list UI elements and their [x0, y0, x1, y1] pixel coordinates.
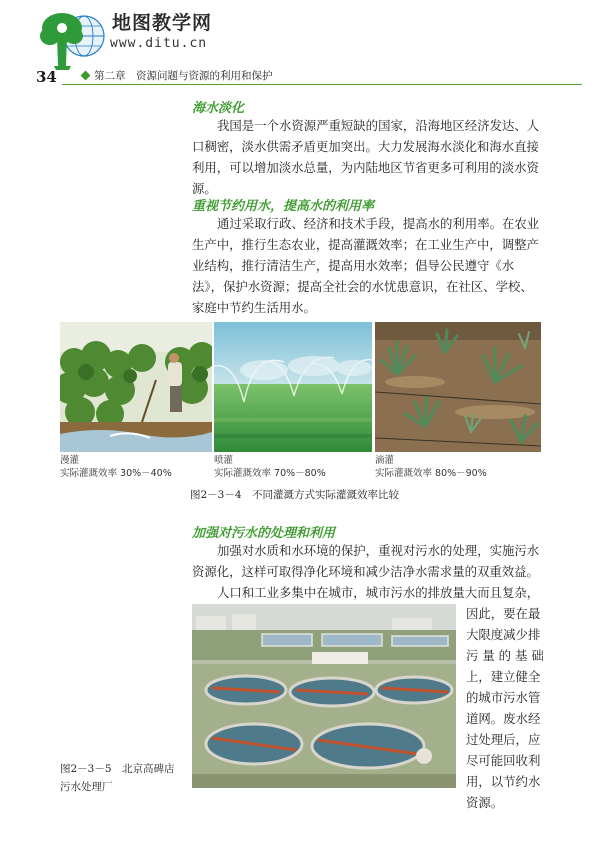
logo-title: 地图教学网	[112, 12, 213, 34]
page-number: 34	[36, 68, 57, 86]
panel-label-drip: 滴灌 实际灌溉效率 80%－90%	[375, 455, 487, 479]
section-paragraph: 我国是一个水资源严重短缺的国家，沿海地区经济发达、人口稠密，淡水供需矛盾更加突出。大力发展海水淡化和海水直接利用，可以增加淡水总量，为内陆地区节省更多可利用的淡水资源。	[192, 118, 540, 196]
section-heading-water-saving: 重视节约用水，提高水的利用率	[192, 199, 375, 214]
photo-sprinkler-irrigation	[214, 322, 372, 452]
section-heading-wastewater: 加强对污水的处理和利用	[192, 526, 336, 541]
section-paragraph: 通过采取行政、经济和技术手段，提高水的利用率。在农业生产中，推行生态农业，提高灌溉效率；在工业生产中，调整产业结构，推行清洁生产，提高用水效率；倡导公民遵守《水法》，保护水资源；提高全社会的水忧患意识，在社区、学校、家庭中节约生活用水。	[192, 216, 540, 315]
diamond-bullet-icon	[81, 71, 91, 81]
section-paragraph-first-line: 人口和工业多集中在城市，城市污水的排放量大而且复杂，	[217, 585, 540, 600]
logo-tree-globe-icon	[40, 6, 108, 70]
photo-flood-irrigation	[60, 322, 212, 452]
photo-wastewater-plant	[192, 604, 456, 788]
photo-drip-irrigation	[375, 322, 541, 452]
header-rule	[62, 84, 582, 85]
figure-caption-235: 图2－3－5 北京高碑店 污水处理厂	[60, 763, 175, 793]
panel-label-sprinkler: 喷灌 实际灌溉效率 70%－80%	[214, 455, 326, 479]
section-paragraph: 加强对水质和水环境的保护，重视对污水的处理，实施污水资源化，这样可取得净化环境和减少洁净水需求量的双重效益。	[192, 543, 540, 579]
section-heading-desalination: 海水淡化	[192, 101, 245, 116]
figure-caption-234: 图2－3－4 不同灌溉方式实际灌溉效率比较	[190, 489, 400, 501]
logo-url: www.ditu.cn	[110, 36, 208, 51]
panel-label-flood: 漫灌 实际灌溉效率 30%－40%	[60, 455, 172, 479]
wrap-text-column: 因此，要在最 大限度减少排 污 量 的 基 础 上，建立健全 的城市污水管 道网。废水经 过处理后，应 尽可能回收利 用，以节约水 资源。	[466, 606, 544, 810]
chapter-title: 第二章 资源问题与资源的利用和保护	[94, 70, 273, 82]
